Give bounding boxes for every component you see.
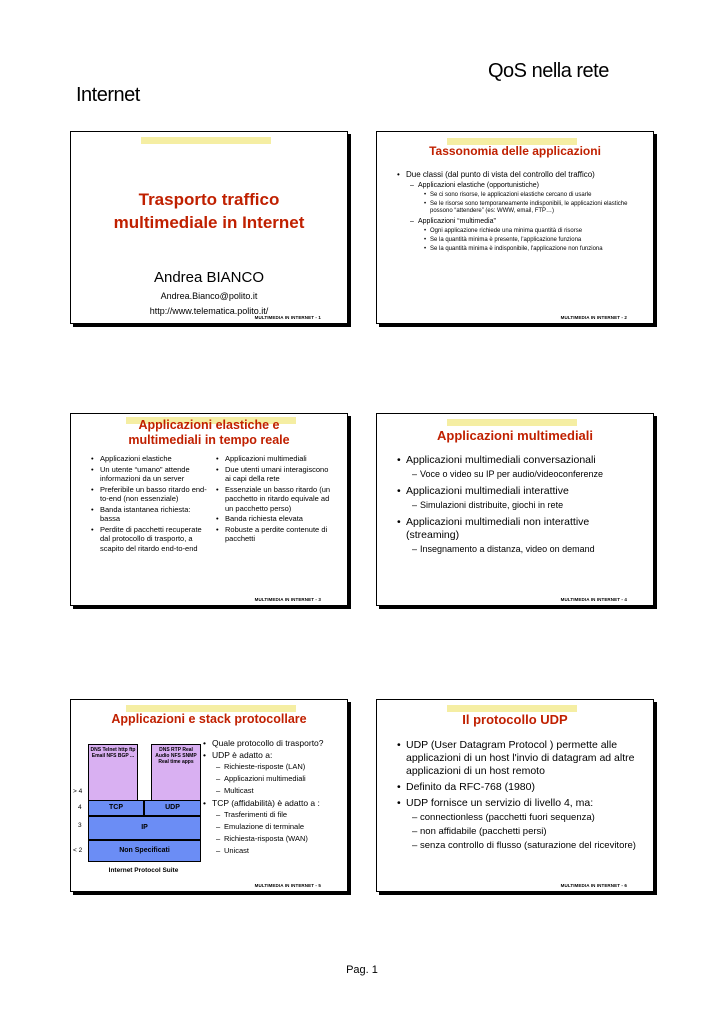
bullet-item: • Applicazioni elastiche [100,454,208,464]
slide-title: Tassonomia delle applicazioni [429,144,601,158]
slide-6 [376,699,654,892]
bullet-item: • Perdite di pacchetti recuperate dal protocollo di trasporto, a scapito del ritardo end-to-end [100,525,208,554]
slide-5 [70,699,348,892]
bullet-item: • Due utenti umani interagiscono ai capi della rete [225,465,333,484]
detail-item: • Se la quantità minima è indisponibile, l'applicazione non funziona [430,246,641,253]
non-specified-layer-box: Non Specificati [88,840,201,862]
sub-item: – Applicazioni multimediali [224,774,340,784]
slide-4 [376,413,654,606]
sub-item: – Emulazione di terminale [224,822,340,832]
sub-item: – Simulazioni distribuite, giochi in rete [420,499,641,511]
sub-item: – connectionless (pacchetti fuori sequenza) [420,812,644,824]
bullet-item: • Definito da RFC-768 (1980) [406,781,644,794]
slide-2 [376,131,654,324]
slide-title: Trasporto traffico multimediale in Internet [113,190,305,232]
slide-footer: MULTIMEDIA IN INTERNET - 2 [560,315,627,320]
sub-item: – non affidabile (pacchetti persi) [420,826,644,838]
detail-item: • Se ci sono risorse, le applicazioni elastiche cercano di usarle [430,192,641,199]
bullet-item: • Banda istantanea richiesta: bassa [100,505,208,524]
sub-item: – Richiesta-risposta (WAN) [224,834,340,844]
sub-item: – Applicazioni elastiche (opportunistiche) [418,181,641,190]
bullet-item: • Essenziale un basso ritardo (un pacchetto in ritardo equivale ad un pacchetto perso) [225,485,333,514]
tcp-layer-box: TCP [88,800,144,816]
sub-item: – Richieste-risposte (LAN) [224,762,340,772]
udp-applications-box: DNS RTP Real Audio NFS SNMP Real time apps [151,744,201,802]
bullet-item: • UDP (User Datagram Protocol ) permette alle applicazioni di un host l'invio di datagram ad altre applicazioni di un host remoto [406,739,644,778]
layer-label: < 2 [73,847,83,854]
bullet-item: • Due classi (dal punto di vista del controllo del traffico) [406,170,641,180]
author-name: Andrea BIANCO [153,269,265,286]
bullet-item: • TCP (affidabilità) è adatto a : [212,798,340,808]
bullet-item: • Applicazioni multimediali non interattive (streaming) [406,516,641,542]
slide-accent-bar [141,137,271,144]
bullet-item: • UDP è adatto a: [212,750,340,760]
sub-item: – Unicast [224,846,340,856]
sub-item: – Insegnamento a distanza, video on demand [420,543,641,555]
bullet-item: • Applicazioni multimediali [225,454,333,464]
elastic-apps-list [100,454,208,553]
slide-title: Applicazioni e stack protocollare [111,712,307,726]
layer-label: 3 [78,822,82,829]
detail-item: • Se la quantità minima è presente, l'applicazione funziona [430,237,641,244]
bullet-item: • Quale protocollo di trasporto? [212,738,340,748]
diagram-caption: Internet Protocol Suite [108,867,179,874]
slide-1 [70,131,348,324]
layer-label: > 4 [73,788,83,795]
document-header-section: Internet [76,84,140,106]
bullet-item: • Applicazioni multimediali conversazionali [406,454,641,467]
slide-footer: MULTIMEDIA IN INTERNET - 6 [560,883,627,888]
slide-3 [70,413,348,606]
slide-footer: MULTIMEDIA IN INTERNET - 4 [560,597,627,602]
sub-item: – senza controllo di flusso (saturazione del ricevitore) [420,840,644,852]
slide-footer: MULTIMEDIA IN INTERNET - 5 [254,883,321,888]
author-email: Andrea.Bianco@polito.it [160,291,258,301]
sub-item: – Voce o video su IP per audio/videoconferenze [420,468,641,480]
detail-item: • Ogni applicazione richiede una minima quantità di risorse [430,228,641,235]
tcp-applications-box: DNS Telnet http ftp Email NFS BGP ... [88,744,138,802]
slide-accent-bar [447,419,577,426]
detail-item: • Se le risorse sono temporaneamente indisponibili, le applicazioni elastiche possono “attendere” (es: WWW, email, FTP…) [430,201,641,215]
slide-footer: MULTIMEDIA IN INTERNET - 3 [254,597,321,602]
slide-accent-bar [447,705,577,712]
slide-footer: MULTIMEDIA IN INTERNET - 1 [254,315,321,320]
bullet-item: • Applicazioni multimediali interattive [406,485,641,498]
sub-item: – Trasferimenti di file [224,810,340,820]
bullet-item: • Robuste a perdite contenute di pacchetti [225,525,333,544]
slide-accent-bar [126,705,296,712]
document-header-title: QoS nella rete [488,60,609,82]
bullet-item: • Banda richiesta elevata [225,514,333,524]
author-url: http://www.telematica.polito.it/ [149,306,269,316]
slide-title: Il protocollo UDP [462,712,568,727]
multimedia-apps-list [225,454,333,544]
ip-layer-box: IP [88,816,201,840]
bullet-item: • Un utente “umano” attende informazioni da un server [100,465,208,484]
udp-layer-box: UDP [144,800,201,816]
layer-label: 4 [78,804,82,811]
slide-title: Applicazioni elastiche e multimediali in tempo reale [128,418,290,447]
slide-title: Applicazioni multimediali [436,428,594,443]
sub-item: – Applicazioni “multimedia” [418,217,641,226]
sub-item: – Multicast [224,786,340,796]
page-number: Pag. 1 [346,964,378,976]
bullet-item: • UDP fornisce un servizio di livello 4, ma: [406,797,644,810]
bullet-item: • Preferibile un basso ritardo end-to-end (non essenziale) [100,485,208,504]
